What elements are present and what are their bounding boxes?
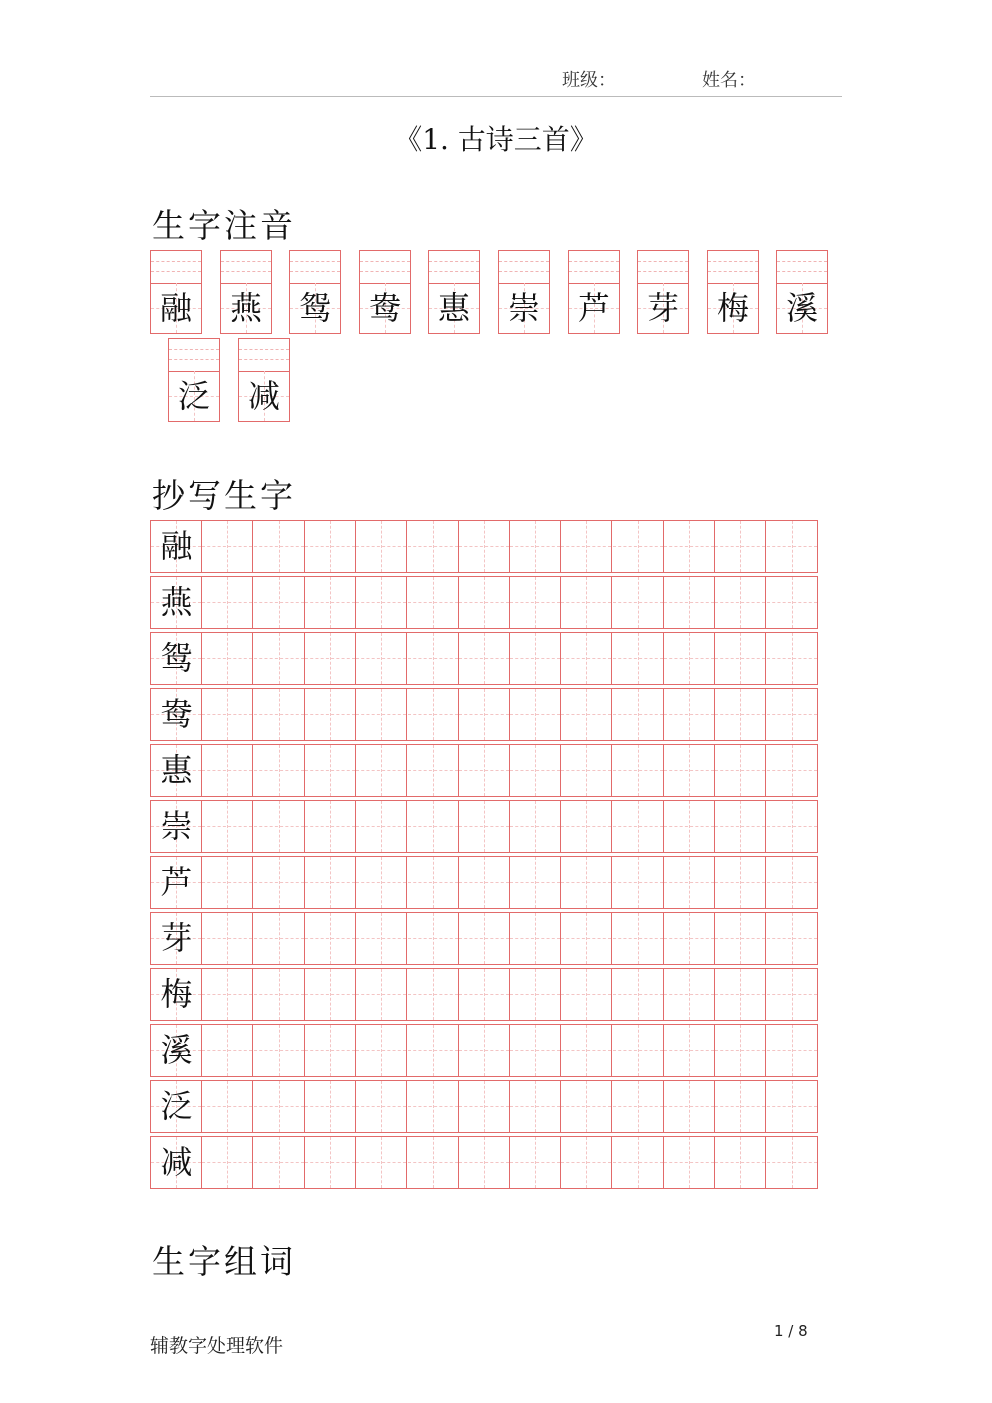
model-character: 燕 xyxy=(160,583,193,621)
writing-cell[interactable] xyxy=(459,577,510,628)
character-cell xyxy=(290,283,340,333)
writing-cell[interactable] xyxy=(202,913,253,964)
writing-cell[interactable] xyxy=(254,913,305,964)
character: 鸯 xyxy=(368,289,401,327)
model-character-cell xyxy=(151,577,202,628)
pinyin-field[interactable] xyxy=(777,251,827,284)
writing-cell[interactable] xyxy=(356,689,407,740)
model-character: 芽 xyxy=(160,919,193,957)
writing-cell[interactable] xyxy=(767,745,817,796)
character-cell xyxy=(221,283,271,333)
character-cell xyxy=(569,283,619,333)
writing-cell[interactable] xyxy=(202,857,253,908)
model-character: 溪 xyxy=(160,1031,193,1069)
model-character: 鸯 xyxy=(160,695,193,733)
writing-cell[interactable] xyxy=(408,633,459,684)
writing-cell[interactable] xyxy=(613,857,664,908)
writing-cell[interactable] xyxy=(664,577,715,628)
writing-cell[interactable] xyxy=(408,1137,459,1188)
model-character-cell xyxy=(151,1081,202,1132)
pinyin-field[interactable] xyxy=(429,251,479,284)
writing-cell[interactable] xyxy=(459,1137,510,1188)
model-character-cell xyxy=(151,801,202,852)
writing-cell[interactable] xyxy=(356,521,407,572)
character-cell xyxy=(777,283,827,333)
writing-cell[interactable] xyxy=(767,521,817,572)
writing-cell[interactable] xyxy=(459,689,510,740)
pinyin-box[interactable] xyxy=(150,250,202,334)
writing-cell[interactable] xyxy=(202,689,253,740)
writing-cell[interactable] xyxy=(408,745,459,796)
writing-cell[interactable] xyxy=(254,689,305,740)
pinyin-box[interactable] xyxy=(707,250,759,334)
writing-cell[interactable] xyxy=(305,969,356,1020)
writing-cell[interactable] xyxy=(767,913,817,964)
header-divider xyxy=(150,96,842,97)
model-character-cell xyxy=(151,1137,202,1188)
writing-cell[interactable] xyxy=(254,801,305,852)
model-character: 惠 xyxy=(160,751,193,789)
model-character: 鸳 xyxy=(160,639,193,677)
character: 梅 xyxy=(716,289,749,327)
writing-cell[interactable] xyxy=(305,745,356,796)
writing-cell[interactable] xyxy=(664,633,715,684)
writing-cell[interactable] xyxy=(510,1137,561,1188)
writing-cell[interactable] xyxy=(561,633,612,684)
writing-cell[interactable] xyxy=(305,1137,356,1188)
writing-cell[interactable] xyxy=(715,633,766,684)
writing-cell[interactable] xyxy=(561,1137,612,1188)
pinyin-box[interactable] xyxy=(220,250,272,334)
writing-cell[interactable] xyxy=(510,745,561,796)
writing-cell[interactable] xyxy=(664,521,715,572)
character: 芽 xyxy=(646,289,679,327)
writing-cell[interactable] xyxy=(561,969,612,1020)
writing-cell[interactable] xyxy=(613,521,664,572)
writing-cell[interactable] xyxy=(510,1025,561,1076)
pinyin-box[interactable] xyxy=(498,250,550,334)
writing-cell[interactable] xyxy=(356,969,407,1020)
writing-cell[interactable] xyxy=(715,577,766,628)
copy-row xyxy=(150,1136,818,1189)
model-character: 泛 xyxy=(160,1087,193,1125)
copy-row xyxy=(150,968,818,1021)
section-pinyin-heading: 生字注音 xyxy=(152,206,296,245)
copy-row xyxy=(150,576,818,629)
writing-cell[interactable] xyxy=(254,969,305,1020)
writing-cell[interactable] xyxy=(305,801,356,852)
model-character-cell xyxy=(151,745,202,796)
character: 融 xyxy=(159,289,192,327)
writing-cell[interactable] xyxy=(356,857,407,908)
character: 芦 xyxy=(577,289,610,327)
writing-cell[interactable] xyxy=(202,633,253,684)
writing-cell[interactable] xyxy=(254,1137,305,1188)
writing-cell[interactable] xyxy=(254,577,305,628)
character-cell xyxy=(638,283,688,333)
writing-cell[interactable] xyxy=(202,745,253,796)
model-character-cell xyxy=(151,633,202,684)
writing-cell[interactable] xyxy=(305,577,356,628)
writing-cell[interactable] xyxy=(254,745,305,796)
writing-cell[interactable] xyxy=(202,521,253,572)
model-character: 芦 xyxy=(160,863,193,901)
writing-cell[interactable] xyxy=(202,577,253,628)
writing-cell[interactable] xyxy=(408,913,459,964)
writing-cell[interactable] xyxy=(664,1137,715,1188)
pinyin-box[interactable] xyxy=(238,338,290,422)
writing-cell[interactable] xyxy=(715,1137,766,1188)
writing-cell[interactable] xyxy=(510,969,561,1020)
pinyin-box[interactable] xyxy=(568,250,620,334)
writing-cell[interactable] xyxy=(459,801,510,852)
writing-cell[interactable] xyxy=(561,689,612,740)
writing-cell[interactable] xyxy=(561,745,612,796)
copy-row xyxy=(150,520,818,573)
page-number: 1 / 8 xyxy=(774,1322,808,1340)
writing-cell[interactable] xyxy=(202,801,253,852)
copy-row xyxy=(150,632,818,685)
character-cell xyxy=(169,371,219,421)
pinyin-field[interactable] xyxy=(499,251,549,284)
writing-cell[interactable] xyxy=(767,689,817,740)
writing-cell[interactable] xyxy=(715,521,766,572)
pinyin-field[interactable] xyxy=(169,339,219,372)
writing-cell[interactable] xyxy=(613,1025,664,1076)
writing-cell[interactable] xyxy=(664,1025,715,1076)
writing-cell[interactable] xyxy=(356,1137,407,1188)
pinyin-field[interactable] xyxy=(360,251,410,284)
footer-software: 辅教字处理软件 xyxy=(150,1335,284,1357)
writing-cell[interactable] xyxy=(305,1025,356,1076)
writing-cell[interactable] xyxy=(613,913,664,964)
writing-cell[interactable] xyxy=(715,969,766,1020)
copy-row xyxy=(150,1080,818,1133)
writing-cell[interactable] xyxy=(305,1081,356,1132)
writing-cell[interactable] xyxy=(715,1081,766,1132)
writing-cell[interactable] xyxy=(510,913,561,964)
writing-cell[interactable] xyxy=(408,577,459,628)
character-cell xyxy=(360,283,410,333)
writing-cell[interactable] xyxy=(715,857,766,908)
pinyin-field[interactable] xyxy=(708,251,758,284)
name-label: 姓名： xyxy=(702,70,756,91)
writing-cell[interactable] xyxy=(561,1025,612,1076)
writing-cell[interactable] xyxy=(613,969,664,1020)
writing-cell[interactable] xyxy=(664,857,715,908)
writing-cell[interactable] xyxy=(254,857,305,908)
writing-cell[interactable] xyxy=(305,633,356,684)
writing-cell[interactable] xyxy=(767,577,817,628)
section-copy-heading: 抄写生字 xyxy=(152,476,296,515)
writing-cell[interactable] xyxy=(408,521,459,572)
writing-cell[interactable] xyxy=(664,745,715,796)
writing-cell[interactable] xyxy=(356,1025,407,1076)
writing-cell[interactable] xyxy=(715,913,766,964)
writing-cell[interactable] xyxy=(510,801,561,852)
copy-row xyxy=(150,856,818,909)
writing-cell[interactable] xyxy=(459,745,510,796)
writing-cell[interactable] xyxy=(613,633,664,684)
writing-cell[interactable] xyxy=(459,1025,510,1076)
writing-cell[interactable] xyxy=(510,857,561,908)
pinyin-field[interactable] xyxy=(290,251,340,284)
writing-cell[interactable] xyxy=(254,1081,305,1132)
writing-cell[interactable] xyxy=(715,745,766,796)
writing-cell[interactable] xyxy=(459,969,510,1020)
writing-cell[interactable] xyxy=(356,801,407,852)
pinyin-field[interactable] xyxy=(221,251,271,284)
lesson-title: 《1. 古诗三首》 xyxy=(394,123,598,156)
writing-cell[interactable] xyxy=(305,689,356,740)
writing-cell[interactable] xyxy=(356,633,407,684)
copy-row xyxy=(150,912,818,965)
writing-cell[interactable] xyxy=(767,1081,817,1132)
writing-cell[interactable] xyxy=(356,913,407,964)
pinyin-field[interactable] xyxy=(569,251,619,284)
writing-cell[interactable] xyxy=(459,521,510,572)
character: 减 xyxy=(247,377,280,415)
writing-cell[interactable] xyxy=(305,857,356,908)
model-character-cell xyxy=(151,1025,202,1076)
model-character: 梅 xyxy=(160,975,193,1013)
writing-cell[interactable] xyxy=(715,1025,766,1076)
writing-cell[interactable] xyxy=(664,1081,715,1132)
character: 崇 xyxy=(507,289,540,327)
pinyin-box[interactable] xyxy=(359,250,411,334)
pinyin-box[interactable] xyxy=(428,250,480,334)
writing-cell[interactable] xyxy=(202,1025,253,1076)
writing-cell[interactable] xyxy=(510,689,561,740)
writing-cell[interactable] xyxy=(561,801,612,852)
character: 鸳 xyxy=(298,289,331,327)
character-cell xyxy=(499,283,549,333)
writing-cell[interactable] xyxy=(254,633,305,684)
writing-cell[interactable] xyxy=(510,577,561,628)
pinyin-field[interactable] xyxy=(151,251,201,284)
writing-cell[interactable] xyxy=(561,1081,612,1132)
writing-cell[interactable] xyxy=(408,857,459,908)
model-character: 融 xyxy=(160,527,193,565)
writing-cell[interactable] xyxy=(561,521,612,572)
pinyin-box[interactable] xyxy=(637,250,689,334)
character-cell xyxy=(429,283,479,333)
writing-cell[interactable] xyxy=(767,969,817,1020)
writing-cell[interactable] xyxy=(613,577,664,628)
writing-cell[interactable] xyxy=(767,801,817,852)
pinyin-field[interactable] xyxy=(638,251,688,284)
writing-cell[interactable] xyxy=(408,1025,459,1076)
writing-cell[interactable] xyxy=(767,857,817,908)
model-character: 崇 xyxy=(160,807,193,845)
character: 燕 xyxy=(229,289,262,327)
writing-cell[interactable] xyxy=(459,857,510,908)
writing-cell[interactable] xyxy=(202,969,253,1020)
writing-cell[interactable] xyxy=(561,577,612,628)
writing-cell[interactable] xyxy=(254,1025,305,1076)
writing-cell[interactable] xyxy=(613,1081,664,1132)
pinyin-box[interactable] xyxy=(168,338,220,422)
writing-cell[interactable] xyxy=(459,633,510,684)
writing-cell[interactable] xyxy=(767,1025,817,1076)
character: 溪 xyxy=(785,289,818,327)
writing-cell[interactable] xyxy=(510,633,561,684)
writing-cell[interactable] xyxy=(715,689,766,740)
copy-row xyxy=(150,1024,818,1077)
copy-row xyxy=(150,800,818,853)
writing-cell[interactable] xyxy=(767,633,817,684)
writing-cell[interactable] xyxy=(510,521,561,572)
character-cell xyxy=(151,283,201,333)
writing-cell[interactable] xyxy=(459,1081,510,1132)
character-cell xyxy=(239,371,289,421)
character: 惠 xyxy=(437,289,470,327)
writing-cell[interactable] xyxy=(408,1081,459,1132)
writing-cell[interactable] xyxy=(664,689,715,740)
writing-cell[interactable] xyxy=(254,521,305,572)
writing-cell[interactable] xyxy=(613,689,664,740)
model-character: 减 xyxy=(160,1143,193,1181)
model-character-cell xyxy=(151,689,202,740)
model-character-cell xyxy=(151,969,202,1020)
writing-cell[interactable] xyxy=(664,801,715,852)
writing-cell[interactable] xyxy=(561,857,612,908)
writing-cell[interactable] xyxy=(356,1081,407,1132)
copy-row xyxy=(150,744,818,797)
pinyin-field[interactable] xyxy=(239,339,289,372)
model-character-cell xyxy=(151,521,202,572)
model-character-cell xyxy=(151,913,202,964)
writing-cell[interactable] xyxy=(613,801,664,852)
writing-cell[interactable] xyxy=(767,1137,817,1188)
writing-cell[interactable] xyxy=(305,913,356,964)
writing-cell[interactable] xyxy=(613,1137,664,1188)
writing-cell[interactable] xyxy=(715,801,766,852)
character-cell xyxy=(708,283,758,333)
writing-cell[interactable] xyxy=(664,969,715,1020)
copy-row xyxy=(150,688,818,741)
pinyin-box[interactable] xyxy=(776,250,828,334)
writing-cell[interactable] xyxy=(408,969,459,1020)
writing-cell[interactable] xyxy=(305,521,356,572)
writing-cell[interactable] xyxy=(202,1081,253,1132)
writing-cell[interactable] xyxy=(664,913,715,964)
writing-cell[interactable] xyxy=(408,689,459,740)
class-label: 班级： xyxy=(562,70,616,91)
writing-cell[interactable] xyxy=(613,745,664,796)
model-character-cell xyxy=(151,857,202,908)
writing-cell[interactable] xyxy=(202,1137,253,1188)
writing-cell[interactable] xyxy=(561,913,612,964)
section-words-heading: 生字组词 xyxy=(152,1242,296,1281)
pinyin-box[interactable] xyxy=(289,250,341,334)
writing-cell[interactable] xyxy=(356,577,407,628)
writing-cell[interactable] xyxy=(510,1081,561,1132)
writing-cell[interactable] xyxy=(459,913,510,964)
character: 泛 xyxy=(177,377,210,415)
writing-cell[interactable] xyxy=(356,745,407,796)
writing-cell[interactable] xyxy=(408,801,459,852)
